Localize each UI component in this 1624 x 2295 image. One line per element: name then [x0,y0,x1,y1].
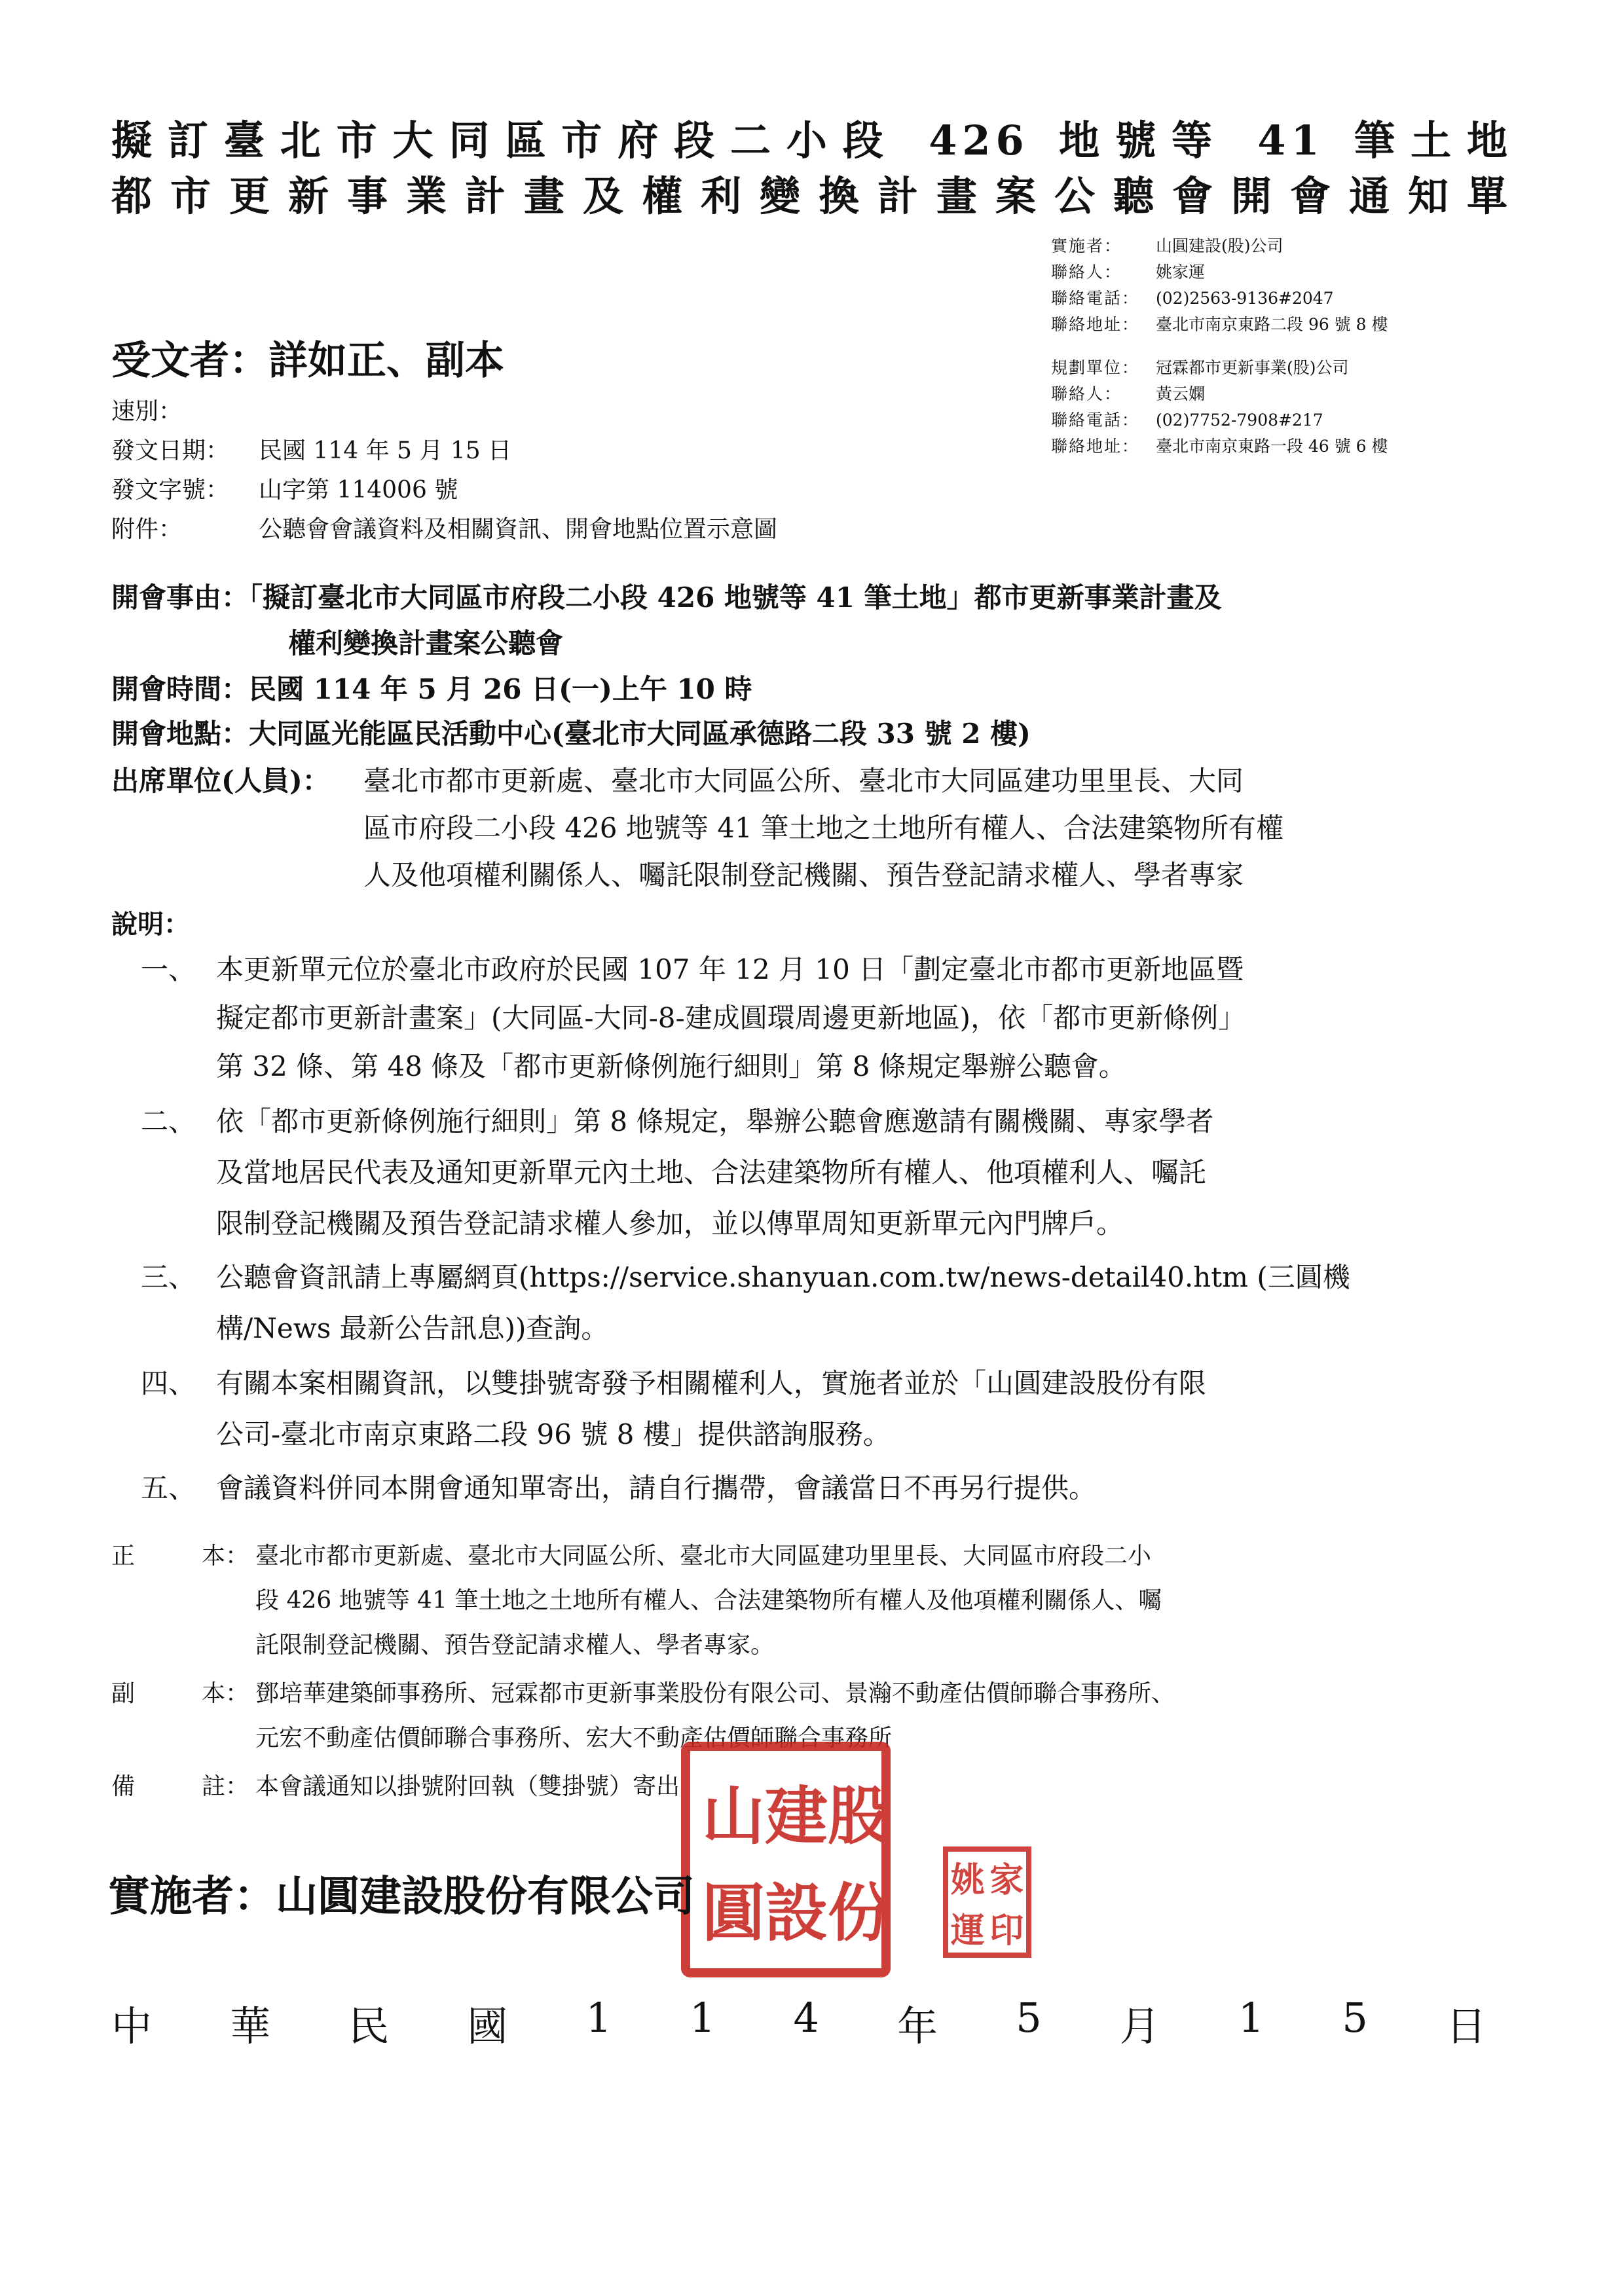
contact-label: 聯絡電話： [1051,289,1140,308]
representative-seal-stamp [943,1846,1031,1958]
contact-value: 臺北市南京東路二段 96 號 8 樓 [1156,315,1388,334]
recipient-line: 受文者：詳如正、副本 [111,338,504,384]
contact-label: 聯絡地址： [1051,315,1140,334]
contact-row-phone [1051,407,1388,433]
date-char: 1 [585,1994,612,2042]
seal-character: 建 [765,1778,828,1853]
implementer-contact-block [1051,233,1388,338]
contact-value: 冠霖都市更新事業(股)公司 [1156,358,1349,377]
explanation-item-line: 會議資料併同本開會通知單寄出，請自行攜帶，會議當日不再另行提供。 [216,1472,1097,1504]
explanation-item-line: 構/News 最新公告訊息))查詢。 [216,1312,609,1344]
contact-label: 聯絡人： [1051,384,1122,403]
meta-value: 公聽會會議資料及相關資訊、開會地點位置示意圖 [259,516,778,543]
meta-number-row [111,471,458,505]
contact-row-address [1051,312,1388,338]
meeting-reason-text: 「擬訂臺北市大同區市府段二小段 426 地號等 41 筆土地」都市更新事業計畫及 [249,581,1222,614]
explanation-item-line: 公聽會資訊請上專屬網頁(https://service.shanyuan.com.tw/news-detail40.htm (三圓機 [216,1261,1350,1293]
explanation-item-line: 第 32 條、第 48 條及「都市更新條例施行細則」第 8 條規定舉辦公聽會。 [216,1050,1126,1082]
seal-character: 份 [828,1875,891,1950]
copy-recipients-line: 鄧培華建築師事務所、冠霖都市更新事業股份有限公司、景瀚不動產估價師聯合事務所、 [255,1680,1175,1707]
meta-label: 附件： [111,516,183,543]
explanation-item-line: 本更新單元位於臺北市政府於民國 107 年 12 月 10 日「劃定臺北市都市更新地區暨 [216,953,1244,985]
contact-row-person [1051,259,1388,285]
seal-character: 姚 [950,1860,985,1900]
seal-character: 設 [765,1875,828,1950]
date-char: 4 [793,1994,819,2042]
contact-label: 規劃單位： [1051,358,1140,377]
date-char: 5 [1016,1994,1042,2042]
company-seal-stamp [681,1742,891,1977]
date-char: 5 [1342,1994,1368,2042]
contact-value: (02)7752-7908#217 [1156,411,1323,430]
contact-label: 聯絡地址： [1051,437,1140,456]
seal-character: 圓 [702,1875,765,1950]
date-char: 華 [230,2002,271,2050]
explanation-item-number: 五、 [141,1472,196,1504]
meeting-time-value: 民國 114 年 5 月 26 日(一)上午 10 時 [249,673,752,705]
issue-date-row [111,1994,1486,2052]
attendees-line: 區市府段二小段 426 地號等 41 筆土地之土地所有權人、合法建築物所有權 [363,812,1284,844]
contact-label: 聯絡電話： [1051,411,1140,430]
date-char: 國 [467,2002,508,2050]
meeting-reason-continuation: 權利變換計畫案公聽會 [288,627,564,659]
seal-character: 家 [989,1860,1024,1900]
seal-character: 印 [989,1911,1024,1951]
explanation-item-line: 擬定都市更新計畫案」(大同區-大同-8-建成圓環周邊更新地區)，依「都市更新條例」 [216,1002,1246,1034]
explanation-item-line: 及當地居民代表及通知更新單元內土地、合法建築物所有權人、他項權利人、囑託 [216,1156,1207,1188]
date-char: 中 [111,2002,153,2050]
attendees-label: 出席單位(人員)： [111,765,330,797]
meeting-place-row [111,712,1031,752]
meta-attachment-row [111,511,777,544]
meeting-place-label: 開會地點： [111,718,249,750]
contact-row-phone [1051,285,1388,312]
seal-character: 股 [828,1778,891,1853]
meeting-time-row [111,668,752,707]
seal-character: 山 [702,1778,765,1853]
meeting-time-label: 開會時間： [111,673,249,705]
contact-value: 臺北市南京東路一段 46 號 6 樓 [1156,437,1388,456]
date-char: 1 [1238,1994,1264,2042]
contact-value: 山圓建設(股)公司 [1156,236,1283,255]
explanation-item-line: 公司-臺北市南京東路二段 96 號 8 樓」提供諮詢服務。 [216,1418,891,1450]
date-char: 1 [689,1994,716,2042]
meeting-reason-row [111,576,1222,615]
meta-speed-row [111,393,259,426]
meta-label: 發文日期： [111,437,230,464]
contact-value: (02)2563-9136#2047 [1156,289,1334,308]
meta-date-row [111,432,511,466]
explanation-item-number: 三、 [141,1261,196,1293]
explanation-item-number: 一、 [141,953,196,985]
explanation-item-line: 限制登記機關及預告登記請求權人參加，並以傳單周知更新單元內門牌戶。 [216,1207,1124,1239]
contact-row-planner [1051,355,1388,381]
date-char: 月 [1119,2002,1160,2050]
seal-character: 運 [950,1911,985,1951]
main-recipients-line: 託限制登記機關、預告登記請求權人、學者專家。 [255,1632,775,1659]
document-title-line-1: 擬訂臺北市大同區市府段二小段 426 地號等 41 筆土地 [111,117,1513,164]
explanation-item-number: 二、 [141,1105,196,1137]
attendees-line: 人及他項權利關係人、囑託限制登記機關、預告登記請求權人、學者專家 [363,859,1244,891]
explanation-label: 說明： [111,909,190,940]
document-title-line-2: 都市更新事業計畫及權利變換計畫案公聽會開會通知單 [111,172,1513,220]
main-recipients-line: 臺北市都市更新處、臺北市大同區公所、臺北市大同區建功里里長、大同區市府段二小 [255,1543,1152,1570]
meeting-reason-label: 開會事由： [111,581,249,614]
meta-label: 速別： [111,398,183,425]
date-char: 民 [348,2002,390,2050]
contact-value: 黃云嫻 [1156,384,1206,403]
explanation-item-number: 四、 [141,1367,196,1399]
attendees-line: 臺北市都市更新處、臺北市大同區公所、臺北市大同區建功里里長、大同 [363,765,1244,797]
meeting-place-value: 大同區光能區民活動中心(臺北市大同區承德路二段 33 號 2 樓) [249,718,1031,750]
date-char: 日 [1445,2002,1486,2050]
contact-label: 實施者： [1051,236,1122,255]
contact-label: 聯絡人： [1051,263,1122,282]
contact-row-implementer [1051,233,1388,259]
explanation-item-line: 有關本案相關資訊，以雙掛號寄發予相關權利人，實施者並於「山圓建設股份有限 [216,1367,1207,1399]
planner-contact-block [1051,355,1388,460]
copy-recipients-line: 元宏不動產估價師聯合事務所、宏大不動產估價師聯合事務所 [255,1725,893,1752]
main-recipients-line: 段 426 地號等 41 筆土地之土地所有權人、合法建築物所有權人及他項權利關係人、囑 [255,1587,1162,1614]
explanation-item-line: 依「都市更新條例施行細則」第 8 條規定，舉辦公聽會應邀請有關機關、專家學者 [216,1105,1214,1137]
meta-value: 山字第 114006 號 [259,477,458,504]
meta-value: 民國 114 年 5 月 15 日 [259,437,512,464]
date-char: 年 [897,2002,938,2050]
contact-value: 姚家運 [1156,263,1206,282]
contact-row-address [1051,433,1388,460]
meta-label: 發文字號： [111,477,230,504]
remarks-text: 本會議通知以掛號附回執（雙掛號）寄出 [255,1773,680,1800]
contact-row-person [1051,381,1388,407]
implementer-signature-line: 實施者：山圓建設股份有限公司 [108,1872,695,1921]
